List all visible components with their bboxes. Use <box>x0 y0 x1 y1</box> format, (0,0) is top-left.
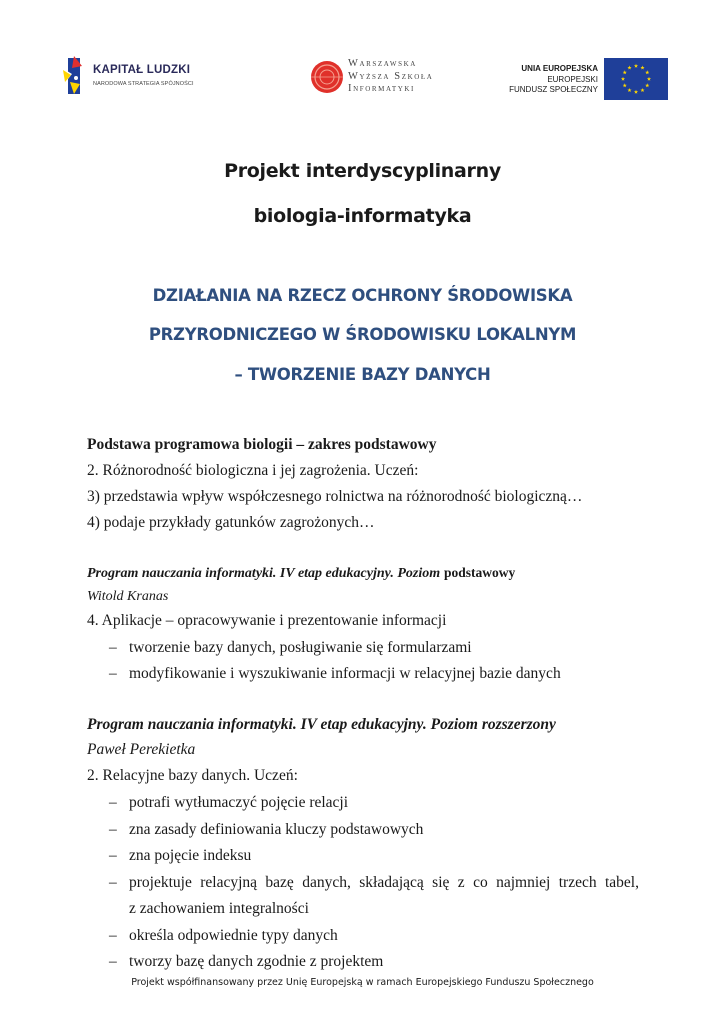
inf-ext-bullet-5: określa odpowiednie typy danych <box>129 927 338 944</box>
word: się <box>432 874 450 891</box>
page-title-line1: Projekt interdyscyplinarny <box>224 160 501 182</box>
bullet-dash: – <box>109 927 117 944</box>
inf-basic-item: 4. Aplikacje – opracowywanie i prezentowanie informacji <box>87 612 447 629</box>
wwsi-logo <box>310 58 440 98</box>
inf-basic-author: Witold Kranas <box>87 589 169 604</box>
subtitle-line1: DZIAŁANIA NA RZECZ OCHRONY ŚRODOWISKA <box>152 286 573 305</box>
inf-ext-bullet-2: zna zasady definiowania kluczy podstawowych <box>129 821 424 838</box>
word: relacyjną <box>200 874 258 891</box>
inf-ext-bullet-4 <box>129 874 639 892</box>
inf-basic-bullet-2: modyfikowanie i wyszukiwanie informacji w relacyjnej bazie danych <box>129 665 561 682</box>
bio-line2: 3) przedstawia wpływ współczesnego rolnictwa na różnorodność biologiczną… <box>87 488 583 505</box>
bullet-dash: – <box>109 953 117 970</box>
inf-basic-heading-main: Program nauczania informatyki. IV etap edukacyjny. Poziom <box>87 566 441 581</box>
page-footer: Projekt współfinansowany przez Unię Europejską w ramach Europejskiego Funduszu Społecznego <box>131 977 594 988</box>
page-title-line2: biologia-informatyka <box>253 205 472 227</box>
inf-ext-heading: Program nauczania informatyki. IV etap edukacyjny. Poziom rozszerzony <box>87 716 556 733</box>
word: najmniej <box>496 874 551 891</box>
inf-ext-item: 2. Relacyjne bazy danych. Uczeń: <box>87 767 298 784</box>
bullet-dash: – <box>109 794 117 811</box>
kapital-ludzki-name: KAPITAŁ LUDZKI <box>93 64 191 76</box>
kapital-ludzki-tagline: NARODOWA STRATEGIA SPÓJNOŚCI <box>93 81 194 87</box>
inf-basic-heading <box>87 564 515 582</box>
bullet-dash: – <box>109 639 117 656</box>
wwsi-line2: Wyższa Szkoła <box>348 70 434 82</box>
bio-line3: 4) podaje przykłady gatunków zagrożonych… <box>87 514 375 531</box>
inf-ext-author: Paweł Perekietka <box>87 741 196 758</box>
inf-ext-bullet-6: tworzy bazę danych zgodnie z projektem <box>129 953 384 970</box>
bio-line1: 2. Różnorodność biologiczna i jej zagrożenia. Uczeń: <box>87 462 419 479</box>
eu-logo <box>500 58 668 100</box>
word: projektuje <box>129 874 192 891</box>
subtitle-line2: PRZYRODNICZEGO W ŚRODOWISKU LOKALNYM <box>148 325 577 344</box>
wwsi-line3: Informatyki <box>348 83 415 94</box>
page-header <box>0 0 725 110</box>
eu-line3: FUNDUSZ SPOŁECZNY <box>509 85 598 94</box>
wwsi-line1: Warszawska <box>348 58 417 69</box>
bullet-dash: – <box>109 874 117 891</box>
eu-flag-icon <box>604 58 668 100</box>
wwsi-emblem-icon <box>310 60 344 94</box>
bullet-dash: – <box>109 665 117 682</box>
word: tabel, <box>604 874 639 891</box>
bullet-dash: – <box>109 847 117 864</box>
eu-line2: EUROPEJSKI <box>547 74 598 84</box>
subtitle-line3: – TWORZENIE BAZY DANYCH <box>234 365 491 384</box>
word: co <box>473 874 488 891</box>
word: bazę <box>265 874 294 891</box>
inf-ext-bullet-3: zna pojęcie indeksu <box>129 847 252 864</box>
eu-text <box>509 64 598 96</box>
kapital-ludzki-logo <box>60 54 210 98</box>
bullet-dash: – <box>109 821 117 838</box>
kapital-ludzki-emblem-icon <box>60 54 90 98</box>
bio-heading: Podstawa programowa biologii – zakres podstawowy <box>87 436 437 453</box>
eu-line1: UNIA EUROPEJSKA <box>521 64 598 73</box>
wwsi-name <box>348 58 433 96</box>
word: trzech <box>558 874 597 891</box>
word: z <box>457 874 465 891</box>
inf-ext-bullet-4-cont: z zachowaniem integralności <box>129 900 309 917</box>
inf-basic-heading-tail: podstawowy <box>444 565 516 580</box>
inf-ext-bullet-1: potrafi wytłumaczyć pojęcie relacji <box>129 794 349 811</box>
word: danych, <box>302 874 351 891</box>
inf-basic-bullet-1: tworzenie bazy danych, posługiwanie się formularzami <box>129 639 472 656</box>
word: składającą <box>359 874 424 891</box>
